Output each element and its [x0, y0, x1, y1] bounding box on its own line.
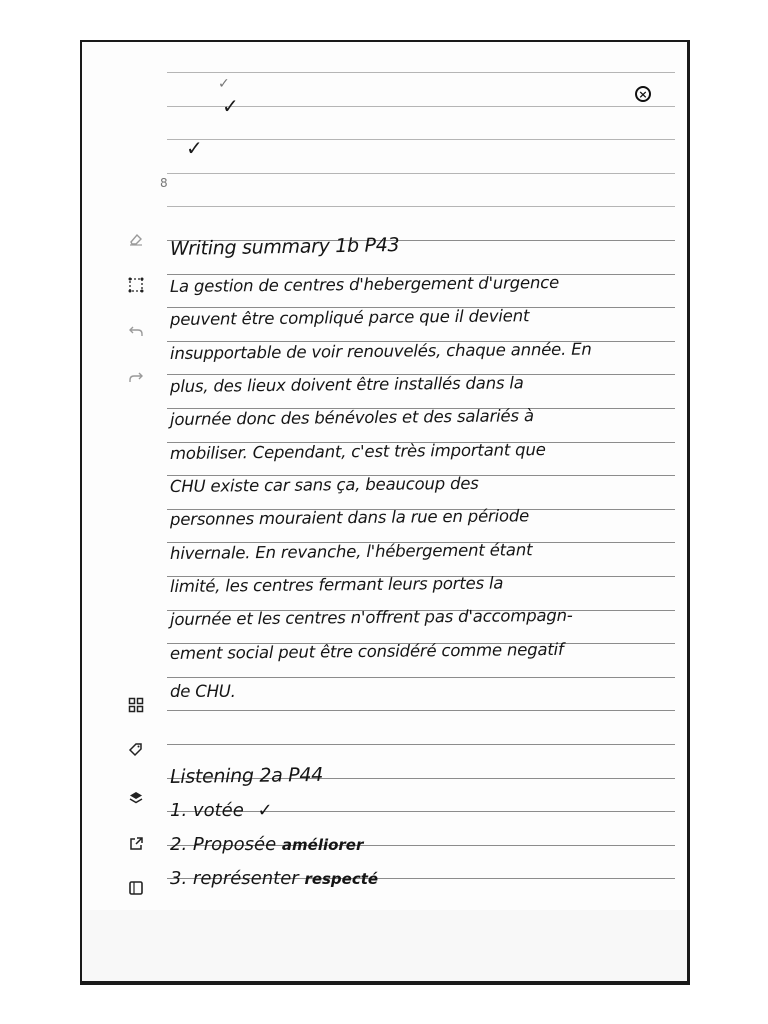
- undo-icon[interactable]: [126, 321, 146, 341]
- writing-line: journée donc des bénévoles et des salariés à: [169, 406, 534, 429]
- listening-item: [170, 834, 363, 855]
- listening-item: [170, 800, 273, 821]
- export-icon[interactable]: [126, 834, 146, 854]
- ruled-line: [167, 106, 675, 107]
- layers-icon[interactable]: [126, 788, 146, 808]
- writing-line: CHU existe car sans ça, beaucoup des: [169, 473, 479, 496]
- check-mark: ✓: [186, 136, 203, 160]
- item-text: Proposée: [192, 834, 277, 855]
- sidebar-toggle-icon[interactable]: [126, 878, 146, 898]
- writing-line: plus, des lieux doivent être installés dans la: [169, 373, 524, 396]
- writing-line: ement social peut être considéré comme negatif: [169, 639, 564, 663]
- check-mark: ✓: [257, 800, 273, 821]
- ruled-line: [167, 744, 675, 745]
- item-number: 2.: [170, 834, 188, 855]
- redo-icon[interactable]: [126, 367, 146, 387]
- ruled-line: [167, 139, 675, 140]
- writing-title: Writing summary 1b P43: [169, 233, 400, 260]
- pages-grid-icon[interactable]: [126, 695, 146, 715]
- ruled-line: [167, 710, 675, 711]
- writing-line: personnes mouraient dans la rue en période: [169, 506, 530, 529]
- eraser-icon[interactable]: [126, 229, 146, 249]
- check-mark: ✓: [222, 94, 239, 118]
- notebook-page: [82, 42, 687, 910]
- ruled-line: [167, 206, 675, 207]
- tag-icon[interactable]: [126, 739, 146, 759]
- check-mark: ✓: [218, 76, 230, 92]
- writing-line: mobiliser. Cependant, c'est très important que: [169, 440, 546, 463]
- close-icon[interactable]: ×: [635, 86, 651, 102]
- ruled-line: [167, 72, 675, 73]
- item-text: votée: [192, 800, 244, 821]
- listening-title: Listening 2a P44: [169, 763, 324, 788]
- writing-line: insupportable de voir renouvelés, chaque année. En: [169, 339, 592, 363]
- item-answer: améliorer: [281, 836, 364, 854]
- writing-line: peuvent être compliqué parce que il devient: [169, 306, 530, 329]
- writing-line: journée et les centres n'offrent pas d'accompagn-: [169, 605, 573, 629]
- listening-item: [170, 868, 378, 889]
- item-answer: respecté: [304, 870, 379, 888]
- selection-icon[interactable]: [126, 275, 146, 295]
- notebook-device: [80, 40, 690, 985]
- writing-line: de CHU.: [170, 682, 236, 701]
- writing-line: limité, les centres fermant leurs portes la: [169, 573, 504, 596]
- item-text: représenter: [192, 868, 299, 889]
- ruled-line: [167, 173, 675, 174]
- item-number: 3.: [170, 868, 188, 889]
- writing-line: La gestion de centres d'hebergement d'urgence: [169, 272, 560, 296]
- device-bottom-bezel: [82, 910, 687, 981]
- stray-mark: 8: [160, 176, 168, 190]
- ruled-line: [167, 677, 675, 678]
- writing-line: hivernale. En revanche, l'hébergement étant: [169, 540, 533, 563]
- item-number: 1.: [170, 800, 188, 821]
